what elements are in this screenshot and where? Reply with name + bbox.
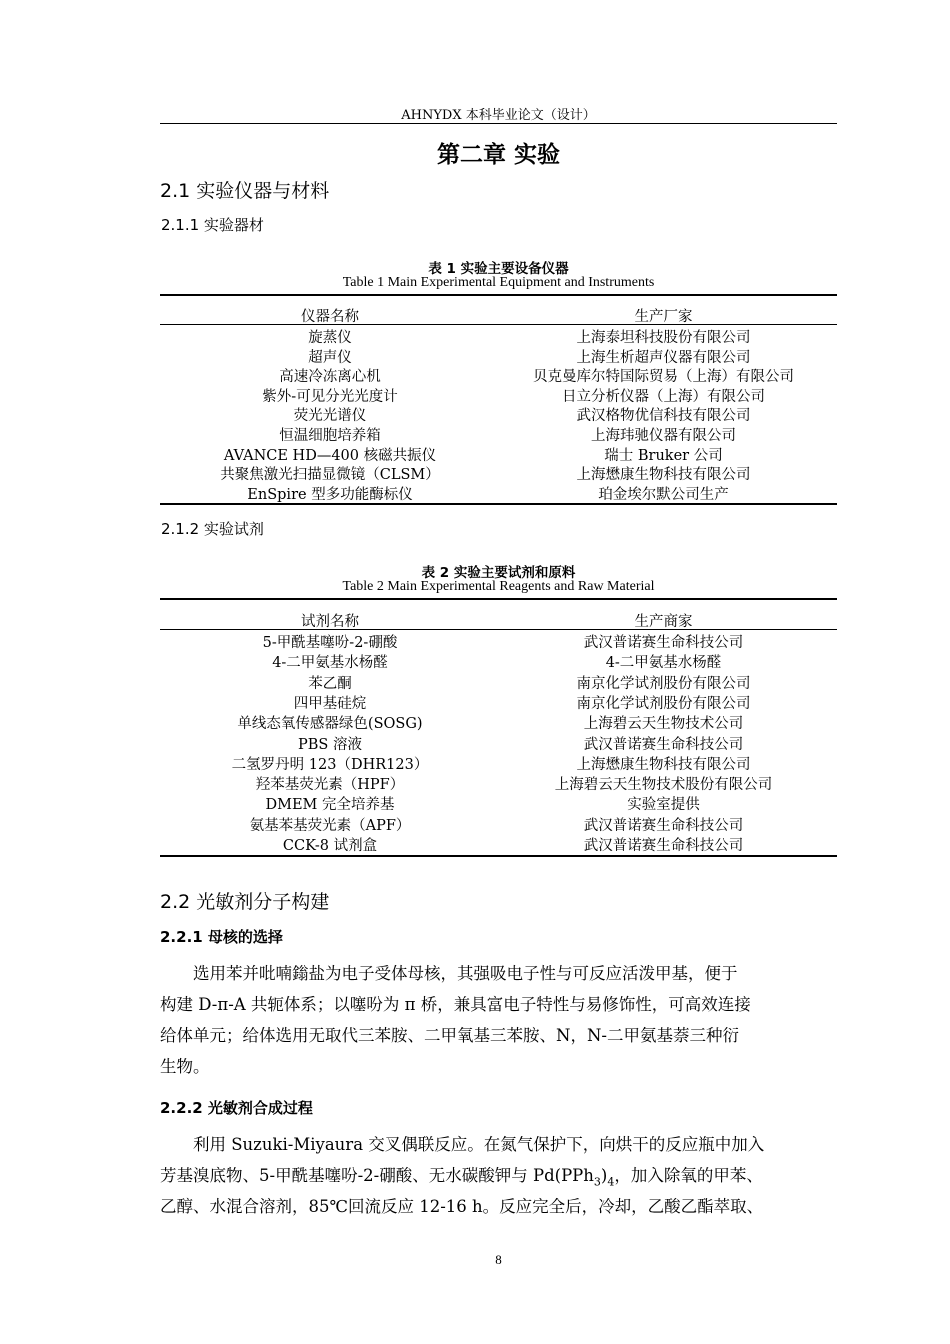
table2-row-3-col2: 南京化学试剂股份有限公司	[576, 675, 751, 692]
table1-row-3-col2: 贝克曼库尔特国际贸易（上海）有限公司	[533, 369, 794, 386]
table2-row-8-col1: 羟苯基荧光素（HPF）	[255, 777, 405, 794]
table1-row-6-col2: 上海玮驰仪器有限公司	[591, 428, 736, 444]
table1-caption-en: Table 1 Main Experimental Equipment and Instruments	[342, 275, 655, 290]
table1-row-5-col2: 武汉格物优信科技有限公司	[576, 408, 751, 425]
paragraph-line: 乙醇、水混合溶剂，85℃回流反应 12-16 h。反应完全后，冷却，乙酸乙酯萃取、	[160, 1197, 764, 1216]
subscript: 3	[593, 1175, 601, 1189]
paragraph-line	[160, 1160, 837, 1191]
table1-row-4-col1: 紫外-可见分光光度计	[262, 388, 398, 405]
section-2-2-2-heading: 2.2.2 光敏剂合成过程	[160, 1099, 313, 1117]
table1-header-col2: 生产厂家	[634, 309, 693, 325]
table2-row-8-col2: 上海碧云天生物技术股份有限公司	[554, 777, 773, 794]
running-header: AHNYDX 本科毕业论文（设计）	[401, 108, 596, 123]
table1-row-7-col1: AVANCE HD—400 核磁共振仪	[223, 447, 437, 464]
table1-caption-cn: 表 1 实验主要设备仪器	[428, 261, 569, 277]
table1-row-9-col1: EnSpire 型多功能酶标仪	[247, 486, 413, 503]
paragraph-text: ，加入除氧的甲苯、	[614, 1166, 763, 1185]
table2-row-4-col2: 南京化学试剂股份有限公司	[576, 695, 751, 712]
table2-row-4-col1: 四甲基硅烷	[293, 695, 367, 712]
table2-row-3-col1: 苯乙酮	[308, 675, 352, 692]
table1-row-5-col1: 荧光光谱仪	[293, 408, 367, 425]
table2-row-2-col1: 4-二甲氨基水杨醛	[272, 655, 388, 672]
table2-row-1-col2: 武汉普诺赛生命科技公司	[583, 635, 744, 651]
table1-row-8-col1: 共聚焦激光扫描显微镜（CLSM）	[220, 467, 440, 484]
table1-top-rule	[160, 294, 837, 296]
section-2-2-heading: 2.2 光敏剂分子构建	[160, 891, 330, 913]
table2-row-7-col2: 上海懋康生物科技有限公司	[576, 756, 751, 773]
paragraph-line: 构建 D-π-A 共轭体系；以噻吩为 π 桥，兼具富电子特性与易修饰性，可高效连接	[160, 995, 751, 1014]
section-2-1-1-heading: 2.1.1 实验器材	[161, 216, 264, 234]
table1-row-9-col2: 珀金埃尔默公司生产	[598, 486, 729, 503]
table1-row-7-col2: 瑞士 Bruker 公司	[604, 447, 723, 464]
paragraph-line: 生物。	[160, 1057, 210, 1076]
table2-row-9-col2: 实验室提供	[627, 797, 700, 814]
table2-bottom-rule	[160, 855, 837, 857]
table2	[160, 598, 837, 860]
table2-row-7-col1: 二氢罗丹明 123（DHR123）	[231, 756, 429, 773]
table2-row-6-col2: 武汉普诺赛生命科技公司	[583, 736, 744, 753]
table2-header-rule	[160, 629, 837, 630]
section-2-1-2-heading: 2.1.2 实验试剂	[161, 520, 264, 538]
table1-row-3-col1: 高速冷冻离心机	[279, 369, 381, 386]
paragraph-core-selection	[160, 958, 837, 1082]
table1-header-rule	[160, 324, 837, 325]
table2-row-10-col2: 武汉普诺赛生命科技公司	[583, 817, 744, 834]
table2-row-2-col2: 4-二甲氨基水杨醛	[605, 655, 722, 672]
table2-row-9-col1: DMEM 完全培养基	[265, 797, 395, 814]
table1	[160, 294, 837, 506]
table1-row-6-col1: 恒温细胞培养箱	[279, 428, 381, 444]
table2-top-rule	[160, 598, 837, 600]
table2-row-10-col1: 氨基苯基荧光素（APF）	[249, 817, 411, 834]
header-rule	[160, 123, 837, 124]
chapter-title: 第二章 实验	[436, 142, 560, 168]
table2-row-1-col1: 5-甲酰基噻吩-2-硼酸	[262, 635, 398, 651]
paragraph-text: )	[600, 1166, 608, 1185]
table2-row-11-col1: CCK-8 试剂盒	[282, 838, 378, 854]
table2-header-col1: 试剂名称	[301, 614, 359, 630]
paragraph-line: 利用 Suzuki-Miyaura 交叉偶联反应。在氮气保护下，向烘干的反应瓶中加入	[193, 1135, 765, 1154]
table1-row-2-col1: 超声仪	[308, 349, 352, 366]
table2-row-5-col2: 上海碧云天生物技术公司	[583, 716, 744, 733]
subscript: 4	[607, 1175, 615, 1189]
table1-row-8-col2: 上海懋康生物科技有限公司	[576, 467, 751, 484]
table2-row-11-col2: 武汉普诺赛生命科技公司	[583, 838, 744, 854]
page-number: 8	[495, 1252, 502, 1267]
table2-row-6-col1: PBS 溶液	[298, 736, 362, 753]
table1-row-1-col2: 上海泰坦科技股份有限公司	[576, 330, 751, 346]
paragraph-text: 芳基溴底物、5-甲酰基噻吩-2-硼酸、无水碳酸钾与 Pd(PPh	[160, 1166, 594, 1185]
section-2-2-1-heading: 2.2.1 母核的选择	[160, 928, 283, 946]
table1-row-2-col2: 上海生析超声仪器有限公司	[576, 349, 751, 366]
table1-header-col1: 仪器名称	[301, 309, 359, 325]
section-2-1-heading: 2.1 实验仪器与材料	[160, 180, 330, 202]
paragraph-line: 给体单元；给体选用无取代三苯胺、二甲氧基三苯胺、N，N-二甲氨基萘三种衍	[160, 1026, 739, 1045]
table2-header-col2: 生产商家	[634, 614, 693, 630]
table1-row-4-col2: 日立分析仪器（上海）有限公司	[562, 388, 765, 405]
table2-row-5-col1: 单线态氧传感器绿色(SOSG)	[237, 716, 423, 733]
paragraph-line: 选用苯并吡喃鎓盐为电子受体母核，其强吸电子性与可反应活泼甲基，便于	[193, 964, 738, 983]
table2-caption-cn: 表 2 实验主要试剂和原料	[421, 565, 576, 581]
table2-caption-en: Table 2 Main Experimental Reagents and Raw Material	[342, 579, 655, 594]
table1-row-1-col1: 旋蒸仪	[308, 330, 352, 346]
paragraph-synthesis	[160, 1129, 837, 1222]
